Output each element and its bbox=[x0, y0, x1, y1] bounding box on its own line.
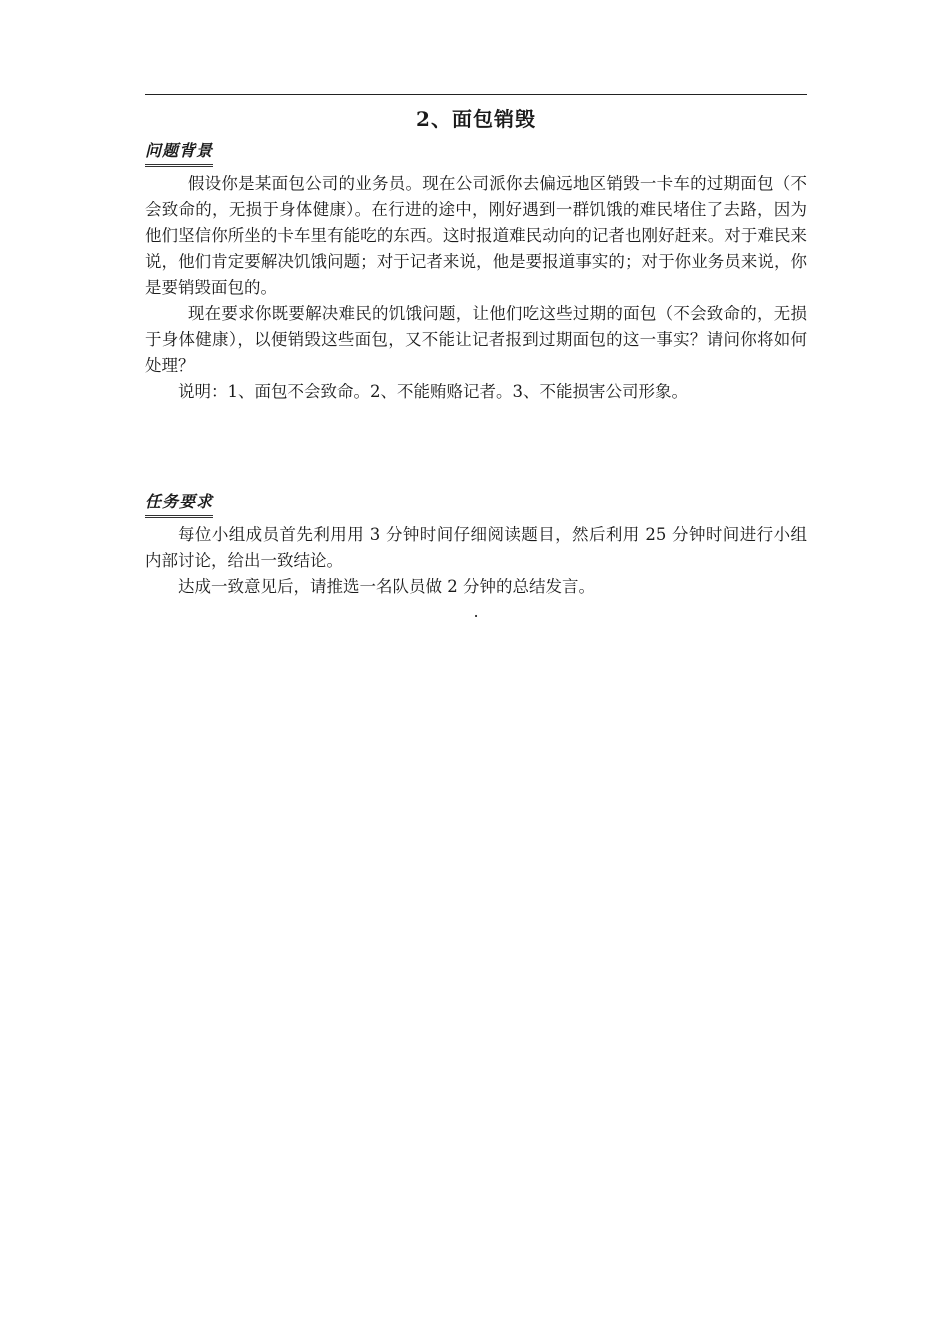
paragraph: 现在要求你既要解决难民的饥饿问题，让他们吃这些过期的面包（不会致命的，无损于身体健康），以便销毁这些面包，又不能让记者报到过期面包的这一事实？请问你将如何处理？ bbox=[145, 304, 807, 375]
document-page bbox=[145, 94, 807, 622]
section-task bbox=[145, 489, 807, 600]
trailing-mark: . bbox=[473, 602, 479, 621]
section-heading-task: 任务要求 bbox=[145, 489, 213, 518]
paragraph: 假设你是某面包公司的业务员。现在公司派你去偏远地区销毁一卡车的过期面包（不会致命的，无损于身体健康）。在行进的途中，刚好遇到一群饥饿的难民堵住了去路，因为他们坚信你所坐的卡车里有能吃的东西。这时报道难民动向的记者也刚好赶来。对于难民来说，他们肯定要解决饥饿问题；对于记者来说，他是要报道事实的；对于你业务员来说，你是要销毁面包的。 bbox=[145, 174, 807, 297]
section-background bbox=[145, 138, 807, 405]
paragraph: 每位小组成员首先利用用 3 分钟时间仔细阅读题目，然后利用 25 分钟时间进行小组内部讨论，给出一致结论。 bbox=[145, 525, 807, 570]
spacer bbox=[145, 405, 807, 489]
section-heading-background: 问题背景 bbox=[145, 138, 213, 167]
top-rule bbox=[145, 94, 807, 95]
paragraph: 说明：1、面包不会致命。2、不能贿赂记者。3、不能损害公司形象。 bbox=[178, 382, 688, 401]
document-title: 2、面包销毁 bbox=[416, 107, 536, 131]
paragraph: 达成一致意见后，请推选一名队员做 2 分钟的总结发言。 bbox=[178, 577, 595, 596]
